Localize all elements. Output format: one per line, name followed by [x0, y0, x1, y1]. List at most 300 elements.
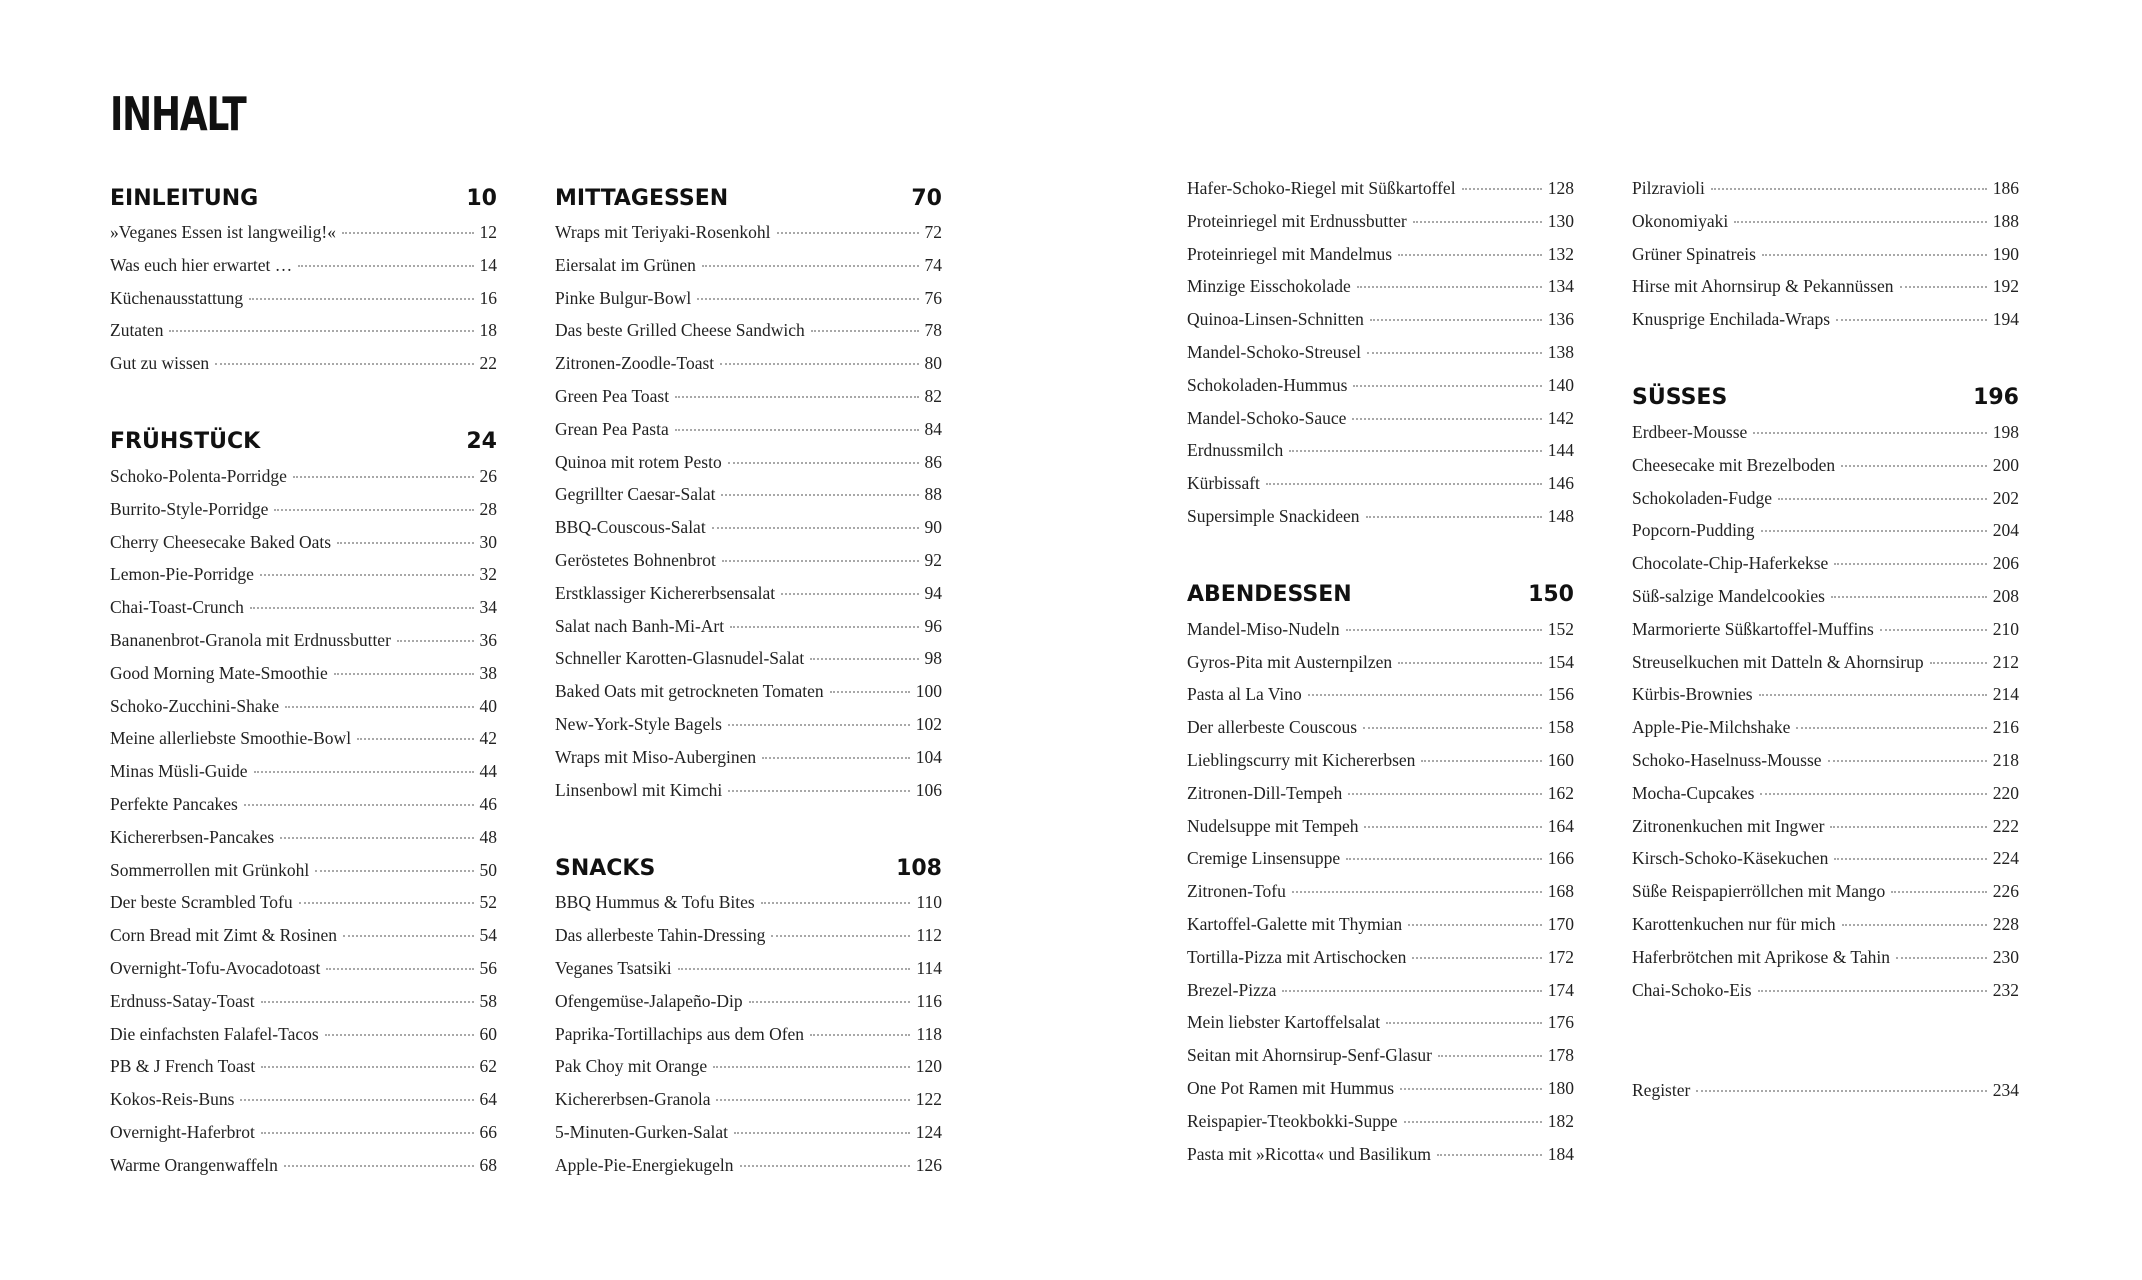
entry-page-number: 224 [1992, 848, 2019, 869]
toc-entry[interactable] [555, 780, 942, 813]
entry-title: Marmorierte Süßkartoffel-Muffins [1632, 618, 1874, 639]
entry-page-number: 226 [1992, 881, 2019, 902]
dot-leader [1308, 694, 1542, 696]
toc-entry[interactable] [555, 255, 942, 288]
dot-leader [830, 691, 910, 693]
dot-leader [781, 593, 918, 595]
toc-entry[interactable] [110, 597, 497, 630]
entry-page-number: 14 [479, 254, 497, 275]
toc-entry[interactable] [110, 288, 497, 321]
section-header[interactable] [1632, 378, 2019, 418]
dot-leader [240, 1099, 473, 1101]
toc-entry[interactable] [1632, 848, 2019, 881]
dot-leader [261, 1132, 474, 1134]
dot-leader [1753, 432, 1986, 434]
entry-title: Lieblingscurry mit Kichererbsen [1187, 749, 1416, 770]
entry-page-number: 206 [1992, 553, 2019, 574]
entry-title: Seitan mit Ahornsirup-Senf-Glasur [1187, 1045, 1432, 1066]
toc-entry[interactable] [1632, 553, 2019, 586]
toc-entry[interactable] [1632, 309, 2019, 342]
toc-entry[interactable] [110, 255, 497, 288]
toc-entry[interactable] [1187, 1078, 1574, 1111]
entry-title: Ofengemüse-Jalapeño-Dip [555, 990, 743, 1011]
entry-page-number: 220 [1992, 782, 2019, 803]
toc-entry[interactable] [1187, 1045, 1574, 1078]
dot-leader [697, 298, 918, 300]
toc-entry[interactable] [555, 747, 942, 780]
entry-page-number: 112 [916, 925, 942, 946]
entry-title: Baked Oats mit getrockneten Tomaten [555, 681, 824, 702]
entry-title: Chai-Toast-Crunch [110, 597, 244, 618]
toc-entry[interactable] [110, 564, 497, 597]
toc-entry[interactable] [1187, 684, 1574, 717]
dot-leader [728, 724, 910, 726]
dot-leader [728, 790, 910, 792]
dot-leader [749, 1001, 911, 1003]
toc-entry[interactable] [555, 484, 942, 517]
entry-title: BBQ Hummus & Tofu Bites [555, 892, 755, 913]
entry-title: Perfekte Pancakes [110, 793, 238, 814]
entry-title: Overnight-Tofu-Avocadotoast [110, 957, 321, 978]
entry-page-number: 216 [1992, 717, 2019, 738]
dot-leader [1357, 286, 1542, 288]
entry-page-number: 102 [915, 713, 942, 734]
entry-title: Tortilla-Pizza mit Artischocken [1187, 946, 1407, 967]
entry-title: Minzige Eisschokolade [1187, 276, 1351, 297]
toc-entry[interactable] [1187, 848, 1574, 881]
entry-title: Was euch hier erwartet … [110, 254, 293, 275]
entry-title: Supersimple Snackideen [1187, 505, 1360, 526]
toc-entry[interactable] [110, 892, 497, 925]
dot-leader [1398, 254, 1542, 256]
entry-page-number: 162 [1547, 782, 1574, 803]
entry-title: Proteinriegel mit Erdnussbutter [1187, 210, 1407, 231]
entry-page-number: 146 [1547, 473, 1574, 494]
entry-title: Wraps mit Miso-Auberginen [555, 746, 757, 767]
dot-leader [298, 265, 473, 267]
toc-entry[interactable] [1632, 684, 2019, 717]
entry-title: Karottenkuchen nur für mich [1632, 913, 1836, 934]
dot-leader [771, 935, 910, 937]
entry-page-number: 68 [479, 1154, 497, 1175]
toc-entry[interactable] [110, 1024, 497, 1057]
entry-page-number: 200 [1992, 454, 2019, 475]
entry-page-number: 122 [915, 1089, 942, 1110]
toc-entry[interactable] [555, 1089, 942, 1122]
entry-title: Das beste Grilled Cheese Sandwich [555, 320, 805, 341]
entry-title: Pasta al La Vino [1187, 684, 1302, 705]
toc-entry[interactable] [555, 714, 942, 747]
toc-entry[interactable] [1187, 342, 1574, 375]
toc-section [1187, 178, 1574, 539]
toc-entry[interactable] [110, 860, 497, 893]
toc-entry[interactable] [555, 583, 942, 616]
toc-entry[interactable] [110, 466, 497, 499]
dot-leader [716, 1099, 909, 1101]
toc-entry[interactable] [1187, 881, 1574, 914]
entry-page-number: 74 [924, 254, 942, 275]
entry-page-number: 78 [924, 320, 942, 341]
dot-leader [1412, 957, 1541, 959]
dot-leader [326, 968, 473, 970]
toc-entry[interactable] [1632, 980, 2019, 1013]
toc-entry[interactable] [110, 663, 497, 696]
dot-leader [810, 1034, 910, 1036]
dot-leader [1841, 465, 1987, 467]
toc-entry[interactable] [1187, 619, 1574, 652]
dot-leader [811, 330, 919, 332]
entry-title: Okonomiyaki [1632, 210, 1729, 231]
entry-page-number: 218 [1992, 749, 2019, 770]
dot-leader [1367, 352, 1542, 354]
toc-entry[interactable] [1187, 783, 1574, 816]
toc-entry[interactable] [110, 222, 497, 255]
entry-title: Pasta mit »Ricotta« und Basilikum [1187, 1143, 1432, 1164]
toc-entry[interactable] [1632, 276, 2019, 309]
toc-entry[interactable] [1632, 717, 2019, 750]
toc-entry[interactable] [1187, 1111, 1574, 1144]
toc-entry[interactable] [555, 517, 942, 550]
entry-title: Gut zu wissen [110, 353, 210, 374]
entry-title: Kokos-Reis-Buns [110, 1089, 235, 1110]
section-page-number: 70 [911, 185, 942, 211]
toc-entry[interactable] [1187, 652, 1574, 685]
section-header[interactable] [1187, 575, 1574, 615]
toc-entry[interactable] [110, 1056, 497, 1089]
section-header[interactable] [555, 178, 942, 218]
entry-title: Pilzravioli [1632, 178, 1705, 198]
entry-title: Kürbissaft [1187, 473, 1260, 494]
dot-leader [1896, 957, 1987, 959]
toc-entry[interactable] [1187, 717, 1574, 750]
dot-leader [730, 626, 918, 628]
dot-leader [1346, 858, 1542, 860]
dot-leader [713, 1066, 910, 1068]
toc-entry[interactable] [1187, 947, 1574, 980]
dot-leader [1796, 727, 1986, 729]
section-page-number: 108 [896, 855, 942, 881]
toc-entry[interactable] [1632, 652, 2019, 685]
entry-title: Apple-Pie-Milchshake [1632, 717, 1791, 738]
toc-entry[interactable] [1187, 980, 1574, 1013]
toc-entry[interactable] [1632, 947, 2019, 980]
toc-entry[interactable] [1632, 488, 2019, 521]
entry-page-number: 114 [916, 957, 942, 978]
entry-page-number: 132 [1547, 243, 1574, 264]
dot-leader [675, 396, 918, 398]
dot-leader [1834, 858, 1986, 860]
section-title: FRÜHSTÜCK [110, 429, 261, 455]
dot-leader [810, 658, 918, 660]
entry-page-number: 144 [1547, 440, 1574, 461]
entry-page-number: 130 [1547, 210, 1574, 231]
entry-page-number: 124 [915, 1121, 942, 1142]
section-header[interactable] [110, 422, 497, 462]
toc-entry[interactable] [555, 419, 942, 452]
toc-entry[interactable] [110, 320, 497, 353]
toc-entry[interactable] [555, 1122, 942, 1155]
toc-entry[interactable] [1187, 276, 1574, 309]
entry-title: Bananenbrot-Granola mit Erdnussbutter [110, 629, 391, 650]
entry-title: Kirsch-Schoko-Käsekuchen [1632, 848, 1829, 869]
entry-title: Pinke Bulgur-Bowl [555, 287, 692, 308]
entry-title: Lemon-Pie-Porridge [110, 564, 254, 585]
dot-leader [342, 232, 474, 234]
entry-page-number: 72 [924, 222, 942, 242]
dot-leader [1831, 596, 1987, 598]
entry-title: Die einfachsten Falafel-Tacos [110, 1023, 319, 1044]
entry-page-number: 52 [479, 892, 497, 913]
dot-leader [334, 673, 474, 675]
dot-leader [274, 509, 473, 511]
entry-page-number: 86 [924, 451, 942, 472]
toc-entry[interactable] [110, 499, 497, 532]
entry-title: Kichererbsen-Pancakes [110, 826, 275, 847]
entry-title: Der allerbeste Couscous [1187, 717, 1358, 738]
dot-leader [1891, 891, 1987, 893]
toc-entry[interactable] [1187, 473, 1574, 506]
entry-page-number: 28 [479, 498, 497, 519]
toc-entry[interactable] [1632, 422, 2019, 455]
entry-page-number: 204 [1992, 520, 2019, 541]
toc-entry[interactable] [110, 925, 497, 958]
entry-page-number: 160 [1547, 749, 1574, 770]
entry-page-number: 202 [1992, 487, 2019, 508]
entry-title: Streuselkuchen mit Datteln & Ahornsirup [1632, 651, 1924, 672]
section-page-number: 10 [466, 185, 497, 211]
toc-entry[interactable] [1632, 211, 2019, 244]
toc-entry[interactable] [110, 630, 497, 663]
toc-section [555, 178, 942, 812]
entry-title: Green Pea Toast [555, 385, 670, 406]
dot-leader [254, 771, 474, 773]
toc-entry[interactable] [555, 353, 942, 386]
section-title: SÜSSES [1632, 385, 1728, 411]
toc-entry[interactable] [1187, 375, 1574, 408]
entry-title: Schoko-Haselnuss-Mousse [1632, 749, 1822, 770]
entry-title: Cheesecake mit Brezelboden [1632, 454, 1836, 475]
dot-leader [1266, 483, 1542, 485]
entry-page-number: 188 [1992, 210, 2019, 231]
toc-entry[interactable] [555, 648, 942, 681]
entry-page-number: 44 [479, 761, 497, 782]
entry-page-number: 148 [1547, 505, 1574, 526]
toc-section [110, 178, 497, 386]
entry-title: Register [1632, 1080, 1691, 1101]
entry-page-number: 50 [479, 859, 497, 880]
entry-page-number: 90 [924, 517, 942, 538]
entry-page-number: 98 [924, 648, 942, 669]
toc-entry[interactable] [555, 958, 942, 991]
toc-entry[interactable] [555, 550, 942, 583]
section-header[interactable] [110, 178, 497, 218]
entry-title: Cremige Linsensuppe [1187, 848, 1341, 869]
entry-page-number: 138 [1547, 341, 1574, 362]
toc-entry[interactable] [110, 958, 497, 991]
toc-entry[interactable] [1187, 408, 1574, 441]
entry-page-number: 180 [1547, 1077, 1574, 1098]
dot-leader [1292, 891, 1542, 893]
toc-entry[interactable] [1187, 816, 1574, 849]
toc-entry[interactable] [1632, 816, 2019, 849]
toc-entry[interactable] [1187, 244, 1574, 277]
toc-entry[interactable] [555, 1155, 942, 1188]
toc-entry[interactable] [110, 1155, 497, 1188]
entry-title: Cherry Cheesecake Baked Oats [110, 531, 332, 552]
toc-entry[interactable] [110, 1089, 497, 1122]
entry-page-number: 134 [1547, 276, 1574, 297]
toc-entry[interactable] [110, 991, 497, 1024]
toc-entry[interactable] [1187, 440, 1574, 473]
dot-leader [1348, 793, 1541, 795]
entry-title: Schokoladen-Fudge [1632, 487, 1772, 508]
entry-page-number: 156 [1547, 684, 1574, 705]
dot-leader [285, 706, 473, 708]
toc-entry[interactable] [555, 320, 942, 353]
entry-page-number: 178 [1547, 1045, 1574, 1066]
toc-entry[interactable] [1632, 914, 2019, 947]
section-page-number: 150 [1528, 582, 1574, 608]
toc-entry[interactable] [1632, 178, 2019, 211]
entry-page-number: 88 [924, 484, 942, 505]
entry-page-number: 16 [479, 287, 497, 308]
toc-entry[interactable] [110, 696, 497, 729]
dot-leader [1759, 694, 1987, 696]
toc-entry[interactable] [555, 222, 942, 255]
entry-title: Brezel-Pizza [1187, 979, 1277, 1000]
dot-leader [260, 574, 474, 576]
entry-page-number: 214 [1992, 684, 2019, 705]
entry-page-number: 136 [1547, 309, 1574, 330]
entry-title: Linsenbowl mit Kimchi [555, 779, 723, 800]
toc-entry[interactable] [1632, 783, 2019, 816]
toc-entry[interactable] [110, 1122, 497, 1155]
entry-title: Meine allerliebste Smoothie-Bowl [110, 728, 352, 749]
toc-entry[interactable] [1632, 455, 2019, 488]
entry-page-number: 168 [1547, 881, 1574, 902]
toc-entry[interactable] [1632, 750, 2019, 783]
section-header[interactable] [555, 848, 942, 888]
entry-page-number: 92 [924, 549, 942, 570]
dot-leader [1900, 286, 1987, 288]
entry-title: Warme Orangenwaffeln [110, 1154, 278, 1175]
dot-leader [721, 494, 918, 496]
entry-title: Haferbrötchen mit Aprikose & Tahin [1632, 946, 1890, 967]
entry-page-number: 212 [1992, 651, 2019, 672]
entry-page-number: 152 [1547, 618, 1574, 639]
entry-title: Das allerbeste Tahin-Dressing [555, 925, 766, 946]
toc-entry[interactable] [1632, 881, 2019, 914]
toc-entry[interactable] [1187, 1012, 1574, 1045]
dot-leader [720, 363, 918, 365]
toc-column-1 [110, 178, 497, 1188]
entry-title: Schoko-Polenta-Porridge [110, 465, 287, 486]
dot-leader [261, 1066, 473, 1068]
dot-leader [734, 1132, 910, 1134]
toc-entry[interactable] [110, 353, 497, 386]
entry-title: Süß-salzige Mandelcookies [1632, 585, 1825, 606]
toc-entry[interactable] [555, 1024, 942, 1057]
toc-entry[interactable] [555, 386, 942, 419]
entry-page-number: 48 [479, 826, 497, 847]
entry-title: Eiersalat im Grünen [555, 254, 696, 275]
dot-leader [299, 902, 474, 904]
toc-entry[interactable] [1187, 750, 1574, 783]
dot-leader [678, 968, 911, 970]
toc-entry[interactable] [110, 728, 497, 761]
entry-page-number: 176 [1547, 1012, 1574, 1033]
entry-page-number: 12 [479, 222, 497, 242]
toc-entry[interactable] [110, 827, 497, 860]
toc-section [110, 422, 497, 1188]
toc-entry[interactable] [1632, 244, 2019, 277]
toc-entry[interactable] [555, 288, 942, 321]
entry-page-number: 94 [924, 582, 942, 603]
dot-leader [1366, 516, 1542, 518]
toc-entry[interactable] [110, 794, 497, 827]
dot-leader [1930, 662, 1987, 664]
section-page-number: 196 [1973, 385, 2019, 411]
dot-leader [1758, 990, 1987, 992]
toc-entry[interactable] [555, 892, 942, 925]
entry-title: Der beste Scrambled Tofu [110, 892, 293, 913]
entry-page-number: 174 [1547, 979, 1574, 1000]
toc-entry[interactable] [1632, 586, 2019, 619]
toc-entry[interactable] [1187, 178, 1574, 211]
toc-entry[interactable] [110, 761, 497, 794]
entry-page-number: 42 [479, 728, 497, 749]
toc-entry[interactable] [555, 991, 942, 1024]
toc-entry[interactable] [1187, 211, 1574, 244]
entry-page-number: 82 [924, 385, 942, 406]
toc-entry[interactable] [555, 681, 942, 714]
toc-entry[interactable] [110, 532, 497, 565]
entry-page-number: 118 [916, 1023, 942, 1044]
dot-leader [1386, 1022, 1542, 1024]
toc-entry[interactable] [1632, 1080, 2019, 1113]
entry-title: Schokoladen-Hummus [1187, 374, 1348, 395]
entry-title: Zutaten [110, 320, 164, 341]
entry-page-number: 140 [1547, 374, 1574, 395]
dot-leader [397, 640, 474, 642]
entry-title: Erdnuss-Satay-Toast [110, 990, 255, 1011]
entry-page-number: 198 [1992, 421, 2019, 442]
entry-title: Küchenausstattung [110, 287, 244, 308]
entry-title: Kartoffel-Galette mit Thymian [1187, 913, 1403, 934]
dot-leader [1398, 662, 1542, 664]
entry-page-number: 126 [915, 1154, 942, 1175]
entry-title: New-York-Style Bagels [555, 713, 722, 734]
toc-entry[interactable] [1187, 1144, 1574, 1177]
toc-entry[interactable] [555, 616, 942, 649]
dot-leader [1282, 990, 1541, 992]
toc-entry[interactable] [1187, 309, 1574, 342]
toc-entry[interactable] [555, 1056, 942, 1089]
toc-entry[interactable] [1632, 619, 2019, 652]
toc-entry[interactable] [1632, 520, 2019, 553]
entry-page-number: 234 [1992, 1080, 2019, 1101]
entry-page-number: 22 [479, 353, 497, 374]
entry-page-number: 142 [1547, 407, 1574, 428]
dot-leader [293, 476, 474, 478]
dot-leader [1778, 498, 1987, 500]
dot-leader [1836, 319, 1987, 321]
toc-entry[interactable] [1187, 506, 1574, 539]
toc-entry[interactable] [555, 452, 942, 485]
toc-entry[interactable] [555, 925, 942, 958]
dot-leader [1762, 254, 1987, 256]
toc-entry[interactable] [1187, 914, 1574, 947]
